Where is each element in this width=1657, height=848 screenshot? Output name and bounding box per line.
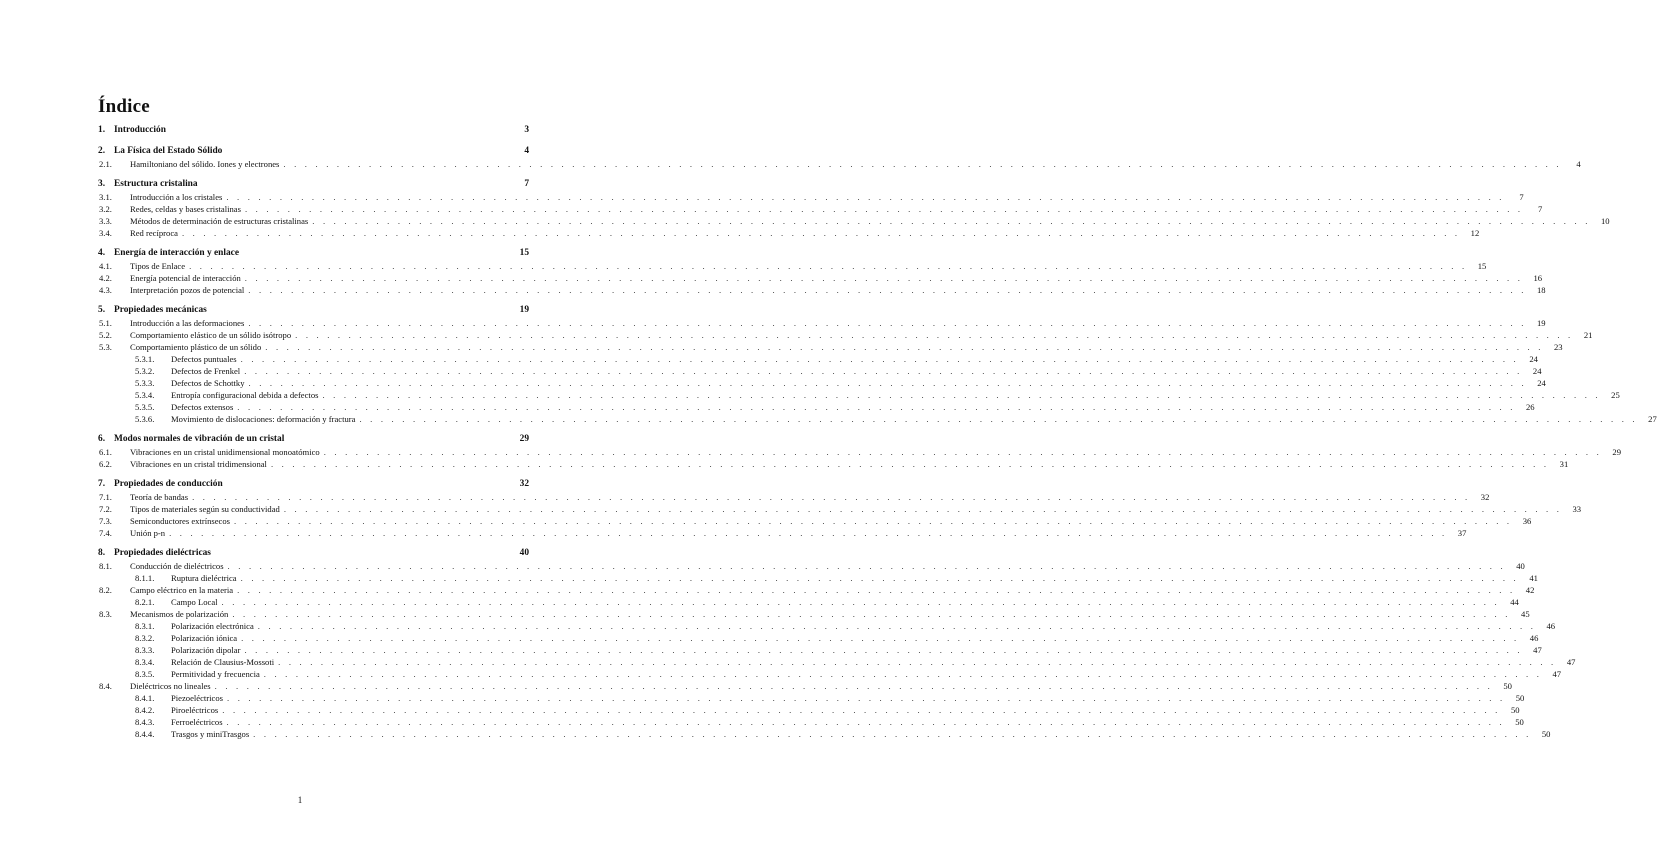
toc-entry[interactable] (98, 145, 529, 158)
toc-entry[interactable] (98, 680, 1512, 692)
toc-entry-number: 3.3. (99, 216, 112, 226)
toc-entry-page: 29 (1612, 447, 1621, 457)
toc-entry[interactable] (98, 272, 1543, 284)
toc-entry-page: 21 (1583, 330, 1593, 340)
toc-entry-title: Vibraciones en un cristal unidimensional monoatómico (130, 447, 320, 457)
toc-leader-dots: . . . . . . . . . . . . . . . . . . . . . . . . . . . . . . . . . . . . . . . . . . . . . . . . . . . . . . . . . . . . . . . . . . . . . . . . . . . . . . . . . . . . . . . . . . . . . . . . . . . . . . . . . . . . . . . . . . . . . . . . (227, 561, 1506, 571)
toc-entry-title: Permitividad y frecuencia (171, 669, 260, 679)
toc-entry-page: 3 (524, 125, 529, 135)
toc-entry[interactable] (98, 178, 529, 191)
toc-leader-dots: . . . . . . . . . . . . . . . . . . . . . . . . . . . . . . . . . . . . . . . . . . . . . . . . . . . . . . . . . . . . . . . . . . . . . . . . . . . . . . . . . . . . . . . . . . . . . . . . . . . . . . . . . . . . . . . . . . . . . . . . (244, 366, 1523, 376)
toc-entry-title: Polarización dipolar (171, 645, 241, 655)
toc-entry-number: 7.4. (99, 528, 112, 538)
toc-entry-number: 5.2. (99, 330, 112, 340)
toc-entry-title: Comportamiento plástico de un sólido (130, 342, 262, 352)
toc-entry-number: 8.4.3. (135, 717, 155, 727)
toc-entry-number: 5.3. (99, 342, 112, 352)
toc-entry-title: Polarización iónica (171, 633, 238, 643)
toc-entry[interactable] (98, 341, 1563, 353)
toc-entry-title: Estructura cristalina (114, 179, 198, 189)
toc-entry-number: 8.3.4. (135, 657, 155, 667)
toc-entry-page: 31 (1559, 459, 1569, 469)
toc-entry-page: 26 (1525, 402, 1535, 412)
toc-entry[interactable] (98, 503, 1582, 515)
toc-leader-dots: . . . . . . . . . . . . . . . . . . . . . . . . . . . . . . . . . . . . . . . . . . . . . . . . . . . . . . . . . . . . . . . . . . . . . . . . . . . . . . . . . . . . . . . . . . . . . . . . . . . . . . . . . . . . . . . . . . . . . . . . (248, 285, 1527, 295)
toc-entry-page: 42 (1525, 585, 1535, 595)
toc-entry-title: Introducción (114, 125, 166, 135)
toc-entry-page: 24 (1532, 366, 1542, 376)
toc-entry-number: 7. (98, 479, 106, 489)
toc-entry-page: 15 (1477, 261, 1487, 271)
toc-entry-title: Introducción a las deformaciones (130, 318, 245, 328)
toc-entry-title: Unión p-n (130, 528, 166, 538)
toc-entry-title: Piroeléctricos (171, 705, 219, 715)
toc-entry-title: Semiconductores extrínsecos (130, 516, 230, 526)
toc-entry-number: 8.3.3. (135, 645, 155, 655)
toc-leader-dots: . . . . . . . . . . . . . . . . . . . . . . . . . . . . . . . . . . . . . . . . . . . . . . . . . . . . . . . . . . . . . . . . . . . . . . . . . . . . . . . . . . . . . . . . . . . . . . . . . . . . . . . . . . . . . . . . . . . . . . . . (226, 717, 1505, 727)
toc-entry-number: 5.3.5. (135, 402, 155, 412)
toc-entry[interactable] (98, 377, 1546, 389)
toc-leader-dots: . . . . . . . . . . . . . . . . . . . . . . . . . . . . . . . . . . . . . . . . . . . . . . . . . . . . . . . . . . . . . . . . . . . . . . . . . . . . . . . . . . . . . . . . . . . . . . . . . . . . . . . . . . . . . . . . . . . . . . . . (232, 609, 1511, 619)
toc-entry-number: 7.2. (99, 504, 112, 514)
toc-entry[interactable] (98, 215, 1610, 227)
toc-entry-title: Interpretación pozos de potencial (130, 285, 245, 295)
toc-leader-dots: . . . . . . . . . . . . . . . . . . . . . . . . . . . . . . . . . . . . . . . . . . . . . . . . . . . . . . . . . . . . . . . . . . . . . . . . . . . . . . . . . . . . . . . . . . . . . . . . . . . . . . . . . . . . . . . . . . . . . . . . (278, 657, 1557, 667)
toc-entry[interactable] (98, 692, 1525, 704)
toc-entry-page: 24 (1529, 354, 1538, 364)
toc-leader-dots: . . . . . . . . . . . . . . . . . . . . . . . . . . . . . . . . . . . . . . . . . . . . . . . . . . . . . . . . . . . . . . . . . . . . . . . . . . . . . . . . . . . . . . . . . . . . . . . . . . . . . . . . . . . . . . . . . . . . . . . . (283, 504, 1563, 514)
toc-entry[interactable] (98, 560, 1525, 572)
toc-entry-number: 6.1. (99, 447, 112, 457)
toc-entry-page: 36 (1522, 516, 1532, 526)
toc-entry-number: 5.3.6. (135, 414, 155, 424)
page-number: 1 (297, 795, 303, 805)
toc-entry-page: 45 (1521, 609, 1530, 619)
toc-entry[interactable] (98, 478, 529, 491)
toc-entry[interactable] (98, 317, 1546, 329)
toc-entry-page: 18 (1536, 285, 1546, 295)
toc-entry-number: 6.2. (99, 459, 112, 469)
toc-entry-title: Defectos de Frenkel (171, 366, 241, 376)
toc-entry-page: 4 (524, 146, 529, 156)
toc-entry[interactable] (98, 704, 1520, 716)
page-title: Índice (98, 96, 150, 117)
toc-entry-title: La Física del Estado Sólido (114, 146, 223, 156)
toc-entry-page: 40 (519, 548, 529, 558)
toc-entry-page: 41 (1529, 573, 1538, 583)
toc-entry-title: Entropía configuracional debida a defectos (171, 390, 319, 400)
toc-entry[interactable] (98, 158, 1581, 170)
toc-entry-title: Hamiltoniano del sólido. Iones y electrones (130, 159, 280, 169)
toc-entry[interactable] (98, 632, 1539, 644)
toc-entry-number: 8.2.1. (135, 597, 155, 607)
toc-entry-title: Tipos de materiales según su conductividad (130, 504, 280, 514)
toc-leader-dots: . . . . . . . . . . . . . . . . . . . . . . . . . . . . . . . . . . . . . . . . . . . . . . . . . . . . . . . . . . . . . . . . . . . . . . . . . . . . . . . . . . . . . . . . . . . . . . . . . . . . . . . . . . . . . . . . . . . . . . . . (222, 705, 1501, 715)
toc-entry-title: Trasgos y miniTrasgos (171, 729, 250, 739)
toc-entry-number: 8. (98, 548, 106, 558)
toc-entry[interactable] (98, 247, 529, 260)
toc-entry-title: Vibraciones en un cristal tridimensional (130, 459, 267, 469)
toc-entry-title: Piezoeléctricos (171, 693, 224, 703)
toc-entry-page: 32 (1480, 492, 1490, 502)
toc-entry-page: 50 (1515, 717, 1524, 727)
toc-entry-number: 8.3.5. (135, 669, 155, 679)
toc-entry-number: 5.3.1. (135, 354, 155, 364)
toc-entry-page: 7 (524, 179, 529, 189)
toc-entry-number: 3.4. (99, 228, 112, 238)
toc-entry-number: 3. (98, 179, 106, 189)
toc-leader-dots: . . . . . . . . . . . . . . . . . . . . . . . . . . . . . . . . . . . . . . . . . . . . . . . . . . . . . . . . . . . . . . . . . . . . . . . . . . . . . . . . . . . . . . . . . . . . . . . . . . . . . . . . . . . . . . . . . . . . . . . . (226, 192, 1505, 202)
toc-entry-title: Polarización electrónica (171, 621, 254, 631)
toc-entry[interactable] (98, 620, 1556, 632)
toc-entry-number: 8.4.4. (135, 729, 155, 739)
toc-entry-number: 8.2. (99, 585, 112, 595)
toc-entry[interactable] (98, 304, 529, 317)
toc-entry-page: 25 (1611, 390, 1620, 400)
toc-leader-dots: . . . . . . . . . . . . . . . . . . . . . . . . . . . . . . . . . . . . . . . . . . . . . . . . . . . . . . . . . . . . . . . . . . . . . . . . . . . . . . . . . . . . . . . . . . . . . . . . . . . . . . . . . . . . . . . . . . . . . . . . (263, 669, 1543, 679)
toc-entry-number: 6. (98, 434, 106, 444)
toc-leader-dots: . . . . . . . . . . . . . . . . . . . . . . . . . . . . . . . . . . . . . . . . . . . . . . . . . . . . . . . . . . . . . . . . . . . . . . . . . . . . . . . . . . . . . . . . . . . . . . . . . . . . . . . . . . . . . . . . . . . . . . . . (240, 354, 1519, 364)
toc-leader-dots: . . . . . . . . . . . . . . . . . . . . . . . . . . . . . . . . . . . . . . . . . . . . . . . . . . . . . . . . . . . . . . . . . . . . . . . . . . . . . . . . . . . . . . . . . . . . . . . . . . . . . . . . . . . . . . . . . . . . . . . . (248, 318, 1527, 328)
toc-entry-title: Defectos puntuales (171, 354, 237, 364)
toc-entry-title: Introducción a los cristales (130, 192, 223, 202)
table-of-contents (98, 124, 1657, 740)
toc-entry[interactable] (98, 227, 1480, 239)
toc-entry[interactable] (98, 365, 1542, 377)
toc-entry[interactable] (98, 515, 1532, 527)
toc-entry-title: Modos normales de vibración de un cristal (114, 434, 285, 444)
toc-entry-page: 46 (1529, 633, 1539, 643)
toc-leader-dots: . . . . . . . . . . . . . . . . . . . . . . . . . . . . . . . . . . . . . . . . . . . . . . . . . . . . . . . . . . . . . . . . . . . . . . . . . . . . . . . . . . . . . . . . . . . . . . . . . . . . . . . . . . . . . . . . . . . . . . . . (270, 459, 1550, 469)
toc-entry[interactable] (98, 584, 1535, 596)
toc-entry-title: Campo Local (171, 597, 218, 607)
toc-entry-title: Propiedades dieléctricas (114, 548, 211, 558)
toc-entry-page: 19 (1537, 318, 1546, 328)
toc-entry-page: 50 (1541, 729, 1551, 739)
toc-entry-number: 4.2. (99, 273, 112, 283)
toc-entry-page: 50 (1503, 681, 1512, 691)
toc-leader-dots: . . . . . . . . . . . . . . . . . . . . . . . . . . . . . . . . . . . . . . . . . . . . . . . . . . . . . . . . . . . . . . . . . . . . . . . . . . . . . . . . . . . . . . . . . . . . . . . . . . . . . . . . . . . . . . . . . . . . . . . . (244, 645, 1523, 655)
toc-entry-page: 40 (1516, 561, 1525, 571)
toc-leader-dots: . . . . . . . . . . . . . . . . . . . . . . . . . . . . . . . . . . . . . . . . . . . . . . . . . . . . . . . . . . . . . . . . . . . . . . . . . . . . . . . . . . . . . . . . . . . . . . . . . . . . . . . . . . . . . . . . . . . . . . . . (189, 261, 1468, 271)
toc-entry-page: 29 (519, 434, 529, 444)
toc-entry-title: Defectos extensos (171, 402, 234, 412)
toc-entry-number: 4.3. (99, 285, 112, 295)
toc-entry-title: Defectos de Schottky (171, 378, 245, 388)
toc-entry-title: Tipos de Enlace (130, 261, 186, 271)
toc-leader-dots: . . . . . . . . . . . . . . . . . . . . . . . . . . . . . . . . . . . . . . . . . . . . . . . . . . . . . . . . . . . . . . . . . . . . . . . . . . . . . . . . . . . . . . . . . . . . . . . . . . . . . . . . . . . . . . . . . . . . . . . . (237, 402, 1516, 412)
toc-entry-number: 5.1. (99, 318, 112, 328)
toc-entry[interactable] (98, 668, 1562, 680)
toc-leader-dots: . . . . . . . . . . . . . . . . . . . . . . . . . . . . . . . . . . . . . . . . . . . . . . . . . . . . . . . . . . . . . . . . . . . . . . . . . . . . . . . . . . . . . . . . . . . . . . . . . . . . . . . . . . . . . . . . . . . . . . . . (323, 447, 1602, 457)
toc-entry-number: 7.1. (99, 492, 112, 502)
toc-leader-dots: . . . . . . . . . . . . . . . . . . . . . . . . . . . . . . . . . . . . . . . . . . . . . . . . . . . . . . . . . . . . . . . . . . . . . . . . . . . . . . . . . . . . . . . . . . . . . . . . . . . . . . . . . . . . . . . . . . . . . . . . (359, 414, 1638, 424)
toc-entry-page: 27 (1648, 414, 1657, 424)
toc-entry-number: 5.3.4. (135, 390, 155, 400)
toc-entry-number: 3.1. (99, 192, 112, 202)
toc-entry-page: 4 (1576, 159, 1581, 169)
toc-entry-page: 50 (1515, 693, 1525, 703)
toc-entry-title: Métodos de determinación de estructuras cristalinas (130, 216, 309, 226)
toc-entry-number: 8.1.1. (135, 573, 155, 583)
toc-leader-dots: . . . . . . . . . . . . . . . . . . . . . . . . . . . . . . . . . . . . . . . . . . . . . . . . . . . . . . . . . . . . . . . . . . . . . . . . . . . . . . . . . . . . . . . . . . . . . . . . . . . . . . . . . . . . . . . . . . . . . . . . (227, 693, 1506, 703)
toc-leader-dots: . . . . . . . . . . . . . . . . . . . . . . . . . . . . . . . . . . . . . . . . . . . . . . . . . . . . . . . . . . . . . . . . . . . . . . . . . . . . . . . . . . . . . . . . . . . . . . . . . . . . . . . . . . . . . . . . . . . . . . . . (221, 597, 1500, 607)
toc-entry[interactable] (98, 433, 529, 446)
toc-entry-number: 8.4.2. (135, 705, 155, 715)
toc-leader-dots: . . . . . . . . . . . . . . . . . . . . . . . . . . . . . . . . . . . . . . . . . . . . . . . . . . . . . . . . . . . . . . . . . . . . . . . . . . . . . . . . . . . . . . . . . . . . . . . . . . . . . . . . . . . . . . . . . . . . . . . . (192, 492, 1471, 502)
toc-entry-title: Campo eléctrico en la materia (130, 585, 234, 595)
toc-entry-page: 12 (1470, 228, 1480, 238)
toc-leader-dots: . . . . . . . . . . . . . . . . . . . . . . . . . . . . . . . . . . . . . . . . . . . . . . . . . . . . . . . . . . . . . . . . . . . . . . . . . . . . . . . . . . . . . . . . . . . . . . . . . . . . . . . . . . . . . . . . . . . . . . . . (253, 729, 1532, 739)
toc-entry-number: 8.3.1. (135, 621, 155, 631)
toc-entry-page: 23 (1553, 342, 1563, 352)
toc-entry[interactable] (98, 572, 1538, 584)
toc-entry[interactable] (98, 389, 1620, 401)
toc-entry[interactable] (98, 458, 1569, 470)
toc-leader-dots: . . . . . . . . . . . . . . . . . . . . . . . . . . . . . . . . . . . . . . . . . . . . . . . . . . . . . . . . . . . . . . . . . . . . . . . . . . . . . . . . . . . . . . . . . . . . . . . . . . . . . . . . . . . . . . . . . . . . . . . . (257, 621, 1537, 631)
toc-entry-page: 47 (1566, 657, 1576, 667)
toc-entry-title: Propiedades de conducción (114, 479, 223, 489)
toc-entry-number: 4. (98, 248, 106, 258)
toc-entry-number: 4.1. (99, 261, 112, 271)
toc-entry-page: 47 (1552, 669, 1562, 679)
toc-entry[interactable] (98, 124, 529, 137)
toc-entry-title: Energía de interacción y enlace (114, 248, 239, 258)
toc-leader-dots: . . . . . . . . . . . . . . . . . . . . . . . . . . . . . . . . . . . . . . . . . . . . . . . . . . . . . . . . . . . . . . . . . . . . . . . . . . . . . . . . . . . . . . . . . . . . . . . . . . . . . . . . . . . . . . . . . . . . . . . . (295, 330, 1574, 340)
toc-entry-page: 50 (1510, 705, 1520, 715)
toc-leader-dots: . . . . . . . . . . . . . . . . . . . . . . . . . . . . . . . . . . . . . . . . . . . . . . . . . . . . . . . . . . . . . . . . . . . . . . . . . . . . . . . . . . . . . . . . . . . . . . . . . . . . . . . . . . . . . . . . . . . . . . . . (244, 273, 1524, 283)
toc-entry[interactable] (98, 329, 1593, 341)
toc-entry[interactable] (98, 644, 1542, 656)
toc-entry-title: Conducción de dieléctricos (130, 561, 224, 571)
toc-entry-number: 8.4.1. (135, 693, 155, 703)
toc-leader-dots: . . . . . . . . . . . . . . . . . . . . . . . . . . . . . . . . . . . . . . . . . . . . . . . . . . . . . . . . . . . . . . . . . . . . . . . . . . . . . . . . . . . . . . . . . . . . . . . . . . . . . . . . . . . . . . . . . . . . . . . . (283, 159, 1562, 169)
toc-entry[interactable] (98, 353, 1538, 365)
toc-entry[interactable] (98, 401, 1535, 413)
toc-entry[interactable] (98, 608, 1530, 620)
toc-entry-title: Energía potencial de interacción (130, 273, 241, 283)
toc-entry-page: 10 (1600, 216, 1610, 226)
toc-entry[interactable] (98, 203, 1543, 215)
toc-leader-dots: . . . . . . . . . . . . . . . . . . . . . . . . . . . . . . . . . . . . . . . . . . . . . . . . . . . . . . . . . . . . . . . . . . . . . . . . . . . . . . . . . . . . . . . . . . . . . . . . . . . . . . . . . . . . . . . . . . . . . . . . (234, 516, 1513, 526)
toc-entry-number: 5.3.3. (135, 378, 155, 388)
toc-entry-title: Red recíproca (130, 228, 178, 238)
toc-entry-title: Comportamiento elástico de un sólido isótropo (130, 330, 292, 340)
toc-leader-dots: . . . . . . . . . . . . . . . . . . . . . . . . . . . . . . . . . . . . . . . . . . . . . . . . . . . . . . . . . . . . . . . . . . . . . . . . . . . . . . . . . . . . . . . . . . . . . . . . . . . . . . . . . . . . . . . . . . . . . . . . (169, 528, 1448, 538)
toc-entry[interactable] (98, 446, 1621, 458)
toc-leader-dots: . . . . . . . . . . . . . . . . . . . . . . . . . . . . . . . . . . . . . . . . . . . . . . . . . . . . . . . . . . . . . . . . . . . . . . . . . . . . . . . . . . . . . . . . . . . . . . . . . . . . . . . . . . . . . . . . . . . . . . . . (181, 228, 1461, 238)
toc-entry-page: 44 (1510, 597, 1519, 607)
toc-entry[interactable] (98, 728, 1551, 740)
toc-entry-page: 7 (1537, 204, 1543, 214)
toc-entry-title: Teoría de bandas (130, 492, 189, 502)
toc-entry-title: Mecanismos de polarización (130, 609, 229, 619)
toc-leader-dots: . . . . . . . . . . . . . . . . . . . . . . . . . . . . . . . . . . . . . . . . . . . . . . . . . . . . . . . . . . . . . . . . . . . . . . . . . . . . . . . . . . . . . . . . . . . . . . . . . . . . . . . . . . . . . . . . . . . . . . . . (240, 573, 1519, 583)
toc-leader-dots: . . . . . . . . . . . . . . . . . . . . . . . . . . . . . . . . . . . . . . . . . . . . . . . . . . . . . . . . . . . . . . . . . . . . . . . . . . . . . . . . . . . . . . . . . . . . . . . . . . . . . . . . . . . . . . . . . . . . . . . . (322, 390, 1601, 400)
toc-entry-number: 2.1. (99, 159, 112, 169)
toc-entry[interactable] (98, 547, 529, 560)
toc-entry-page: 15 (519, 248, 529, 258)
toc-entry-page: 33 (1572, 504, 1582, 514)
toc-entry[interactable] (98, 260, 1487, 272)
toc-entry-page: 37 (1457, 528, 1467, 538)
toc-entry-title: Ferroeléctricos (171, 717, 223, 727)
toc-leader-dots: . . . . . . . . . . . . . . . . . . . . . . . . . . . . . . . . . . . . . . . . . . . . . . . . . . . . . . . . . . . . . . . . . . . . . . . . . . . . . . . . . . . . . . . . . . . . . . . . . . . . . . . . . . . . . . . . . . . . . . . . (312, 216, 1591, 226)
toc-entry[interactable] (98, 491, 1490, 503)
toc-entry-page: 7 (1519, 192, 1524, 202)
toc-leader-dots: . . . . . . . . . . . . . . . . . . . . . . . . . . . . . . . . . . . . . . . . . . . . . . . . . . . . . . . . . . . . . . . . . . . . . . . . . . . . . . . . . . . . . . . . . . . . . . . . . . . . . . . . . . . . . . . . . . . . . . . . (241, 633, 1520, 643)
toc-entry-title: Dieléctricos no lineales (130, 681, 211, 691)
toc-entry-page: 46 (1546, 621, 1556, 631)
toc-entry[interactable] (98, 284, 1546, 296)
toc-entry-number: 8.1. (99, 561, 112, 571)
toc-leader-dots: . . . . . . . . . . . . . . . . . . . . . . . . . . . . . . . . . . . . . . . . . . . . . . . . . . . . . . . . . . . . . . . . . . . . . . . . . . . . . . . . . . . . . . . . . . . . . . . . . . . . . . . . . . . . . . . . . . . . . . . . (214, 681, 1493, 691)
toc-entry-page: 47 (1533, 645, 1542, 655)
toc-entry[interactable] (98, 656, 1576, 668)
toc-entry-number: 7.3. (99, 516, 112, 526)
toc-entry-page: 32 (519, 479, 529, 489)
toc-entry[interactable] (98, 716, 1524, 728)
toc-entry-number: 3.2. (99, 204, 112, 214)
toc-entry[interactable] (98, 413, 1657, 425)
toc-entry[interactable] (98, 191, 1524, 203)
toc-leader-dots: . . . . . . . . . . . . . . . . . . . . . . . . . . . . . . . . . . . . . . . . . . . . . . . . . . . . . . . . . . . . . . . . . . . . . . . . . . . . . . . . . . . . . . . . . . . . . . . . . . . . . . . . . . . . . . . . . . . . . . . . (248, 378, 1527, 388)
toc-leader-dots: . . . . . . . . . . . . . . . . . . . . . . . . . . . . . . . . . . . . . . . . . . . . . . . . . . . . . . . . . . . . . . . . . . . . . . . . . . . . . . . . . . . . . . . . . . . . . . . . . . . . . . . . . . . . . . . . . . . . . . . . (265, 342, 1544, 352)
toc-entry-title: Ruptura dieléctrica (171, 573, 237, 583)
toc-leader-dots: . . . . . . . . . . . . . . . . . . . . . . . . . . . . . . . . . . . . . . . . . . . . . . . . . . . . . . . . . . . . . . . . . . . . . . . . . . . . . . . . . . . . . . . . . . . . . . . . . . . . . . . . . . . . . . . . . . . . . . . . (244, 204, 1524, 214)
toc-entry-number: 8.4. (99, 681, 112, 691)
toc-entry[interactable] (98, 527, 1467, 539)
toc-entry-number: 1. (98, 125, 106, 135)
toc-entry-title: Relación de Clausius-Mossoti (171, 657, 275, 667)
toc-entry-number: 5. (98, 305, 106, 315)
toc-leader-dots: . . . . . . . . . . . . . . . . . . . . . . . . . . . . . . . . . . . . . . . . . . . . . . . . . . . . . . . . . . . . . . . . . . . . . . . . . . . . . . . . . . . . . . . . . . . . . . . . . . . . . . . . . . . . . . . . . . . . . . . . (237, 585, 1516, 595)
toc-entry-page: 24 (1537, 378, 1546, 388)
toc-entry-number: 2. (98, 146, 106, 156)
toc-entry-page: 19 (519, 305, 529, 315)
toc-entry-title: Redes, celdas y bases cristalinas (130, 204, 241, 214)
toc-entry-title: Movimiento de dislocaciones: deformación y fractura (171, 414, 356, 424)
toc-entry[interactable] (98, 596, 1519, 608)
toc-entry-number: 8.3.2. (135, 633, 155, 643)
toc-entry-page: 16 (1533, 273, 1543, 283)
toc-entry-title: Propiedades mecánicas (114, 305, 207, 315)
toc-entry-number: 5.3.2. (135, 366, 155, 376)
toc-entry-number: 8.3. (99, 609, 112, 619)
